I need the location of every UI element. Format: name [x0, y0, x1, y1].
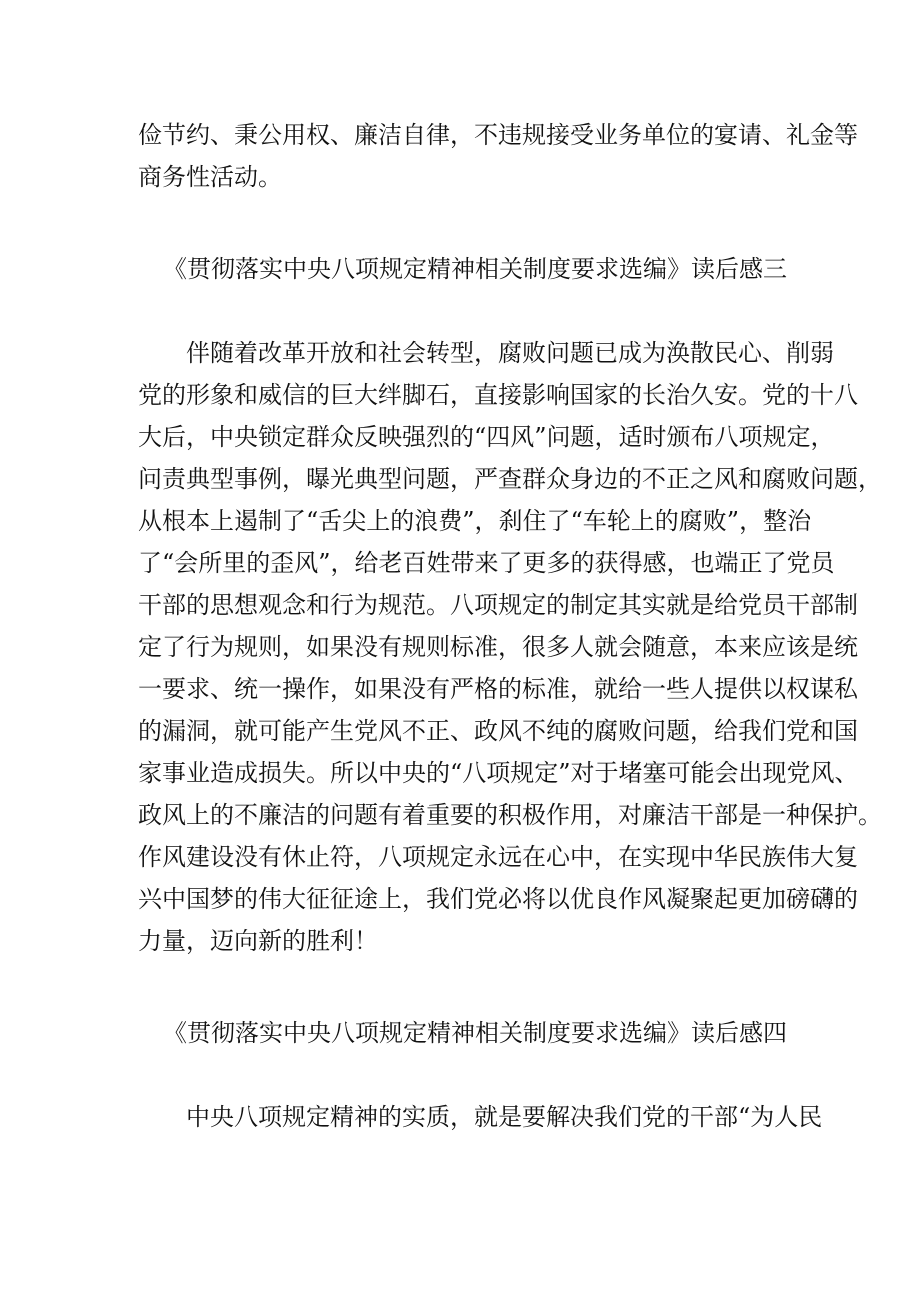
section-heading-3: 《贯彻落实中央八项规定精神相关制度要求选编》读后感三: [163, 255, 787, 283]
paragraph-line: 一要求、统一操作，如果没有严格的标准，就给一些人提供以权谋私: [138, 675, 858, 703]
paragraph-line: 家事业造成损失。所以中央的“八项规定”对于堵塞可能会出现党风、: [138, 759, 859, 787]
paragraph-line: 问责典型事例，曝光典型问题，严查群众身边的不正之风和腐败问题，: [138, 465, 882, 493]
paragraph-line: 伴随着改革开放和社会转型，腐败问题已成为涣散民心、削弱: [186, 339, 834, 367]
paragraph-line: 商务性活动。: [138, 163, 282, 191]
paragraph-line: 了“会所里的歪风”，给老百姓带来了更多的获得感，也端正了党员: [138, 549, 835, 577]
paragraph-line: 定了行为规则，如果没有规则标准，很多人就会随意，本来应该是统: [138, 633, 858, 661]
paragraph-line: 从根本上遏制了“舌尖上的浪费”，刹住了“车轮上的腐败”，整治: [138, 507, 812, 535]
paragraph-line: 大后，中央锁定群众反映强烈的“四风”问题，适时颁布八项规定，: [138, 423, 835, 451]
paragraph-line: 力量，迈向新的胜利！: [138, 927, 378, 955]
paragraph-line: 兴中国梦的伟大征征途上，我们党必将以优良作风凝聚起更加磅礴的: [138, 885, 858, 913]
paragraph-line: 干部的思想观念和行为规范。八项规定的制定其实就是给党员干部制: [138, 591, 858, 619]
paragraph-line: 中央八项规定精神的实质，就是要解决我们党的干部“为人民: [186, 1103, 823, 1131]
paragraph-line: 政风上的不廉洁的问题有着重要的积极作用，对廉洁干部是一种保护。: [138, 801, 882, 829]
paragraph-line: 党的形象和威信的巨大绊脚石，直接影响国家的长治久安。党的十八: [138, 381, 858, 409]
paragraph-line: 俭节约、秉公用权、廉洁自律，不违规接受业务单位的宴请、礼金等: [138, 121, 858, 149]
paragraph-line: 作风建设没有休止符，八项规定永远在心中，在实现中华民族伟大复: [138, 843, 858, 871]
paragraph-line: 的漏洞，就可能产生党风不正、政风不纯的腐败问题，给我们党和国: [138, 717, 858, 745]
section-heading-4: 《贯彻落实中央八项规定精神相关制度要求选编》读后感四: [163, 1019, 787, 1047]
